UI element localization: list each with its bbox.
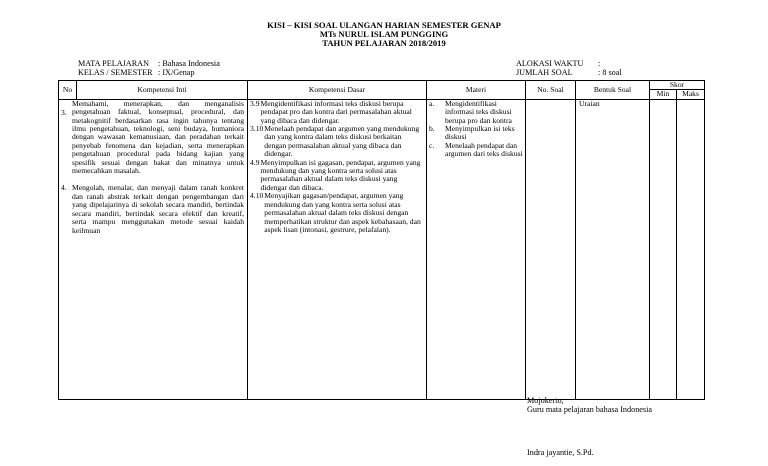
kd-number: 4.10 xyxy=(250,191,264,201)
kd-cell xyxy=(248,99,427,399)
header-no: No xyxy=(59,81,77,100)
table-row xyxy=(59,99,705,399)
kisi-kisi-table xyxy=(58,80,705,400)
materi-label: c. xyxy=(429,140,435,150)
kd-item xyxy=(248,159,426,193)
materi-label: b. xyxy=(429,124,435,134)
header-materi: Materi xyxy=(427,81,526,100)
meta-class-value: : IX/Genap xyxy=(158,68,195,77)
signature-name: Indra jayantie, S.Pd. xyxy=(527,448,594,457)
materi-cell xyxy=(427,99,526,399)
header-min: Min xyxy=(650,90,677,99)
maks-cell xyxy=(677,99,705,399)
ki-cell xyxy=(59,99,248,399)
materi-item xyxy=(427,100,525,125)
header-kd: Kompetensi Dasar xyxy=(248,81,427,100)
document-title: KISI – KISI SOAL ULANGAN HARIAN SEMESTER GENAP xyxy=(267,20,501,30)
materi-text: Menelaah pendapat dan argumen dari teks diskusi xyxy=(445,140,523,159)
meta-time xyxy=(516,59,622,68)
school-name: MTs NURUL ISLAM PUNGGING xyxy=(319,29,449,39)
kd-item xyxy=(248,192,426,234)
header-bentuk: Bentuk Soal xyxy=(576,81,650,100)
min-cell xyxy=(650,99,677,399)
kd-number: 4.9 xyxy=(250,157,260,167)
meta-class-key: KELAS / SEMESTER xyxy=(78,68,153,77)
materi-text: Mengidentifikasi informasi teks diskusi berupa pro dan kontra xyxy=(445,98,512,125)
header-ki: Kompetensi Inti xyxy=(77,81,248,100)
ki-item-4 xyxy=(59,184,247,234)
kd-number: 3.10 xyxy=(250,124,264,134)
kd-item xyxy=(248,100,426,125)
academic-year: TAHUN PELAJARAN 2018/2019 xyxy=(322,38,446,48)
ki-number: 4. xyxy=(61,183,67,193)
materi-item xyxy=(427,142,525,159)
kd-number: 3.9 xyxy=(250,98,260,108)
meta-time-value: : xyxy=(598,59,601,68)
meta-count xyxy=(516,68,622,77)
signature-place: Mojokerto, xyxy=(527,396,564,405)
signature-role: Guru mata pelajaran bahasa Indonesia xyxy=(527,405,653,414)
header-maks: Maks xyxy=(677,90,705,99)
materi-label: a. xyxy=(429,98,435,108)
materi-text: Menyimpulkan isi teks diskusi xyxy=(445,124,515,142)
kd-text: Menelaah pendapat dan argumen yang mendukung dan yang kontra dalam teks diskusi berkaitan dengan permasalahan aktual yang dibaca dan didengar. xyxy=(264,124,420,159)
ki-text: Mengolah, menalar, dan menyaji dalam ranah konkret dan ranah abstrak terkait dengan pengembangan dari yang dipelajarinya di sekolah secara mandiri, bertindak secara mandiri, bertindak secara efektif dan kreatif, serta mampu menggunakan metode sesuai kaidah keilmuan xyxy=(72,183,244,235)
bentuk-cell: Uraian xyxy=(576,99,650,399)
ki-number: 3. xyxy=(61,107,67,117)
meta-subject-value: : Bahasa Indonesia xyxy=(158,59,220,68)
meta-left xyxy=(78,59,220,77)
meta-count-key: JUMLAH SOAL xyxy=(516,68,573,77)
header-skor: Skor xyxy=(650,81,705,90)
header-nosoal: No. Soal xyxy=(526,81,576,100)
meta-right xyxy=(516,59,622,77)
kd-text: Menyajikan gagasan/pendapat, argumen yang mendukung dan yang kontra serta solusi atas permasalahan aktual dalam teks diskusi dengan memperhatikan struktur dan aspek kebahasaan, dan aspek lisan (intonasi, gestrure, pelafalan). xyxy=(264,191,421,234)
materi-item xyxy=(427,125,525,142)
meta-count-value: : 8 soal xyxy=(598,68,622,77)
kd-item xyxy=(248,125,426,159)
kd-text: Mengidentifikasi informasi teks diskusi berupa pendapat pro dan kontra dari permasalahan aktual yang dibaca dan didengar. xyxy=(260,98,412,125)
meta-subject xyxy=(78,59,220,68)
ki-text: Memahami, menerapkan, dan menganalisis pengetahuan faktual, konseptual, procedural, dan metakognitif berdasarkan rasa ingin tahunya tentang ilmu pengetahuan, teknologi, seni budaya, humaniora dengan wawasan kemanusiaan, dan peradaban terkait penyebab fenomena dan kejadian, serta menerapkan pengetahuan procedural pada bidang kajian yang spesifik sesuai dengan bakat dan minatnya untuk memecahkan masalah. xyxy=(72,98,244,176)
kd-text: Menyimpulkan isi gagasan, pendapat, argumen yang mendukung dan yang kontra serta solusi atas permasalahan aktual dalam teks diskusi yang didengar dan dibaca. xyxy=(260,157,421,192)
meta-subject-key: MATA PELAJARAN xyxy=(78,59,149,68)
meta-class xyxy=(78,68,220,77)
meta-time-key: ALOKASI WAKTU xyxy=(516,59,584,68)
ki-item-3 xyxy=(59,100,247,176)
nosoal-cell xyxy=(526,99,576,399)
